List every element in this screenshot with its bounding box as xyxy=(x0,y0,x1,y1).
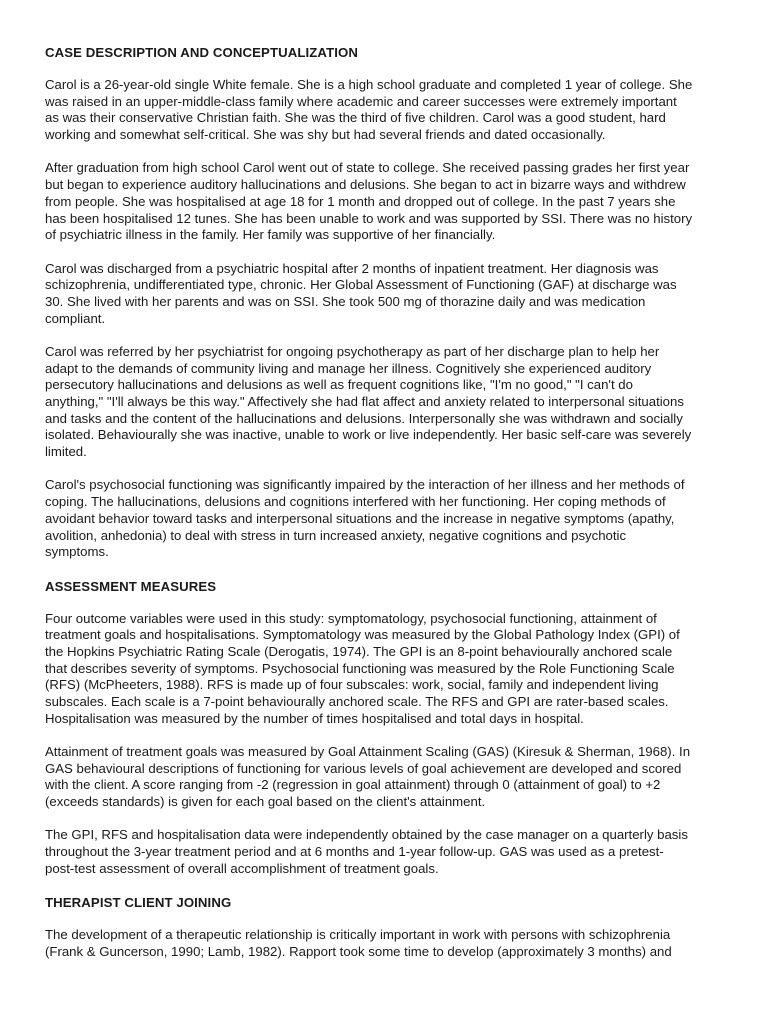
text-line: Carol's psychosocial functioning was significantly impaired by the interaction of her illness and her methods of xyxy=(45,477,685,493)
body-paragraph xyxy=(45,744,735,811)
text-line: from people. She was hospitalised at age 18 for 1 month and dropped out of college. In the past 7 years she xyxy=(45,193,676,209)
text-line: Four outcome variables were used in this study: symptomatology, psychosocial functioning, attainment of xyxy=(45,610,657,626)
text-line: isolated. Behaviourally she was inactive, unable to work or live independently. Her basic self-care was severely xyxy=(45,427,692,443)
text-line: the Hopkins Psychiatric Rating Scale (Derogatis, 1974). The GPI is an 8-point behaviourally anchored scale xyxy=(45,643,673,659)
text-line: post-test assessment of overall accomplishment of treatment goals. xyxy=(45,860,439,876)
text-line: (Frank & Guncerson, 1990; Lamb, 1982). Rapport took some time to develop (approximately 3 months) and xyxy=(45,943,672,959)
text-line: schizophrenia, undifferentiated type, chronic. Her Global Assessment of Functioning (GAF) at discharge was xyxy=(45,277,677,293)
text-line: Hospitalisation was measured by the number of times hospitalised and total days in hospital. xyxy=(45,710,584,726)
text-line: avoidant behavior toward tasks and interpersonal situations and the increase in negative symptoms (apathy, xyxy=(45,510,675,526)
text-line: avolition, anhedonia) to deal with stress in turn increased anxiety, negative cognitions and psychotic xyxy=(45,527,627,543)
text-line: anything," "I'll always be this way." Affectively she had flat affect and anxiety related to interpersonal situations xyxy=(45,394,684,410)
body-paragraph xyxy=(45,611,735,728)
text-line: compliant. xyxy=(45,310,106,326)
text-line: Carol was referred by her psychiatrist for ongoing psychotherapy as part of her discharge plan to help her xyxy=(45,343,660,359)
text-line: has been hospitalised 12 tunes. She has been unable to work and was supported by SSI. There was no history xyxy=(45,210,693,226)
text-line: treatment goals and hospitalisations. Symptomatology was measured by the Global Pathology Index (GPI) of xyxy=(45,627,680,643)
text-line: Attainment of treatment goals was measured by Goal Attainment Scaling (GAS) (Kiresuk & Sherman, 1968). In xyxy=(45,744,691,760)
text-line: symptoms. xyxy=(45,544,109,560)
text-line: GAS behavioural descriptions of functioning for various levels of goal achievement are developed and scored xyxy=(45,760,682,776)
section-heading: CASE DESCRIPTION AND CONCEPTUALIZATION xyxy=(45,45,358,60)
section-heading: THERAPIST CLIENT JOINING xyxy=(45,895,232,911)
body-paragraph xyxy=(45,77,735,144)
text-line: adapt to the demands of community living and manage her illness. Cognitively she experienced auditory xyxy=(45,360,652,376)
body-paragraph xyxy=(45,477,735,561)
text-line: and tasks and the content of the hallucinations and delusions. Interpersonally she was withdrawn and socially xyxy=(45,410,683,426)
document-page xyxy=(45,44,735,977)
body-paragraph xyxy=(45,160,735,244)
text-line: 30. She lived with her parents and was on SSI. She took 500 mg of thorazine daily and was medication xyxy=(45,293,646,309)
body-paragraph xyxy=(45,344,735,461)
text-line: (RFS) (McPheeters, 1988). RFS is made up of four subscales: work, social, family and independent living xyxy=(45,677,659,693)
text-line: of psychiatric illness in the family. Her family was supportive of her financially. xyxy=(45,227,496,243)
text-line: throughout the 3-year treatment period and at 6 months and 1-year follow-up. GAS was used as a pretest- xyxy=(45,844,664,860)
text-line: with the client. A score ranging from -2 (regression in goal attainment) through 0 (attainment of goal) to +2 xyxy=(45,777,661,793)
section-heading: ASSESSMENT MEASURES xyxy=(45,578,217,594)
text-line: The GPI, RFS and hospitalisation data were independently obtained by the case manager on a quarterly basis xyxy=(45,827,688,843)
text-line: subscales. Each scale is a 7-point behaviourally anchored scale. The RFS and GPI are rater-based scales. xyxy=(45,694,669,710)
text-line: was raised in an upper-middle-class family where academic and career successes were extremely important xyxy=(45,93,677,109)
text-line: working and somewhat self-critical. She was shy but had several friends and dated occasionally. xyxy=(45,127,606,143)
text-line: persecutory hallucinations and delusions as well as frequent cognitions like, "I'm no good," "I can't do xyxy=(45,377,633,393)
text-line: After graduation from high school Carol went out of state to college. She received passing grades her first year xyxy=(45,160,690,176)
text-line: Carol is a 26-year-old single White female. She is a high school graduate and completed 1 year of college. She xyxy=(45,77,693,92)
body-paragraph xyxy=(45,927,735,960)
text-line: The development of a therapeutic relationship is critically important in work with persons with schizophrenia xyxy=(45,927,671,943)
text-line: coping. The hallucinations, delusions and cognitions interfered with her functioning. Her coping methods of xyxy=(45,494,666,510)
body-paragraph xyxy=(45,827,735,877)
text-line: (exceeds standards) is given for each goal based on the client's attainment. xyxy=(45,794,486,810)
body-paragraph xyxy=(45,261,735,328)
text-line: limited. xyxy=(45,444,87,460)
text-line: as was their conservative Christian faith. She was the third of five children. Carol was a good student, hard xyxy=(45,110,666,126)
text-line: but began to experience auditory hallucinations and delusions. She began to act in bizarre ways and withdrew xyxy=(45,177,686,193)
text-line: that describes severity of symptoms. Psychosocial functioning was measured by the Role Functioning Scale xyxy=(45,660,675,676)
text-line: Carol was discharged from a psychiatric hospital after 2 months of inpatient treatment. Her diagnosis was xyxy=(45,260,659,276)
